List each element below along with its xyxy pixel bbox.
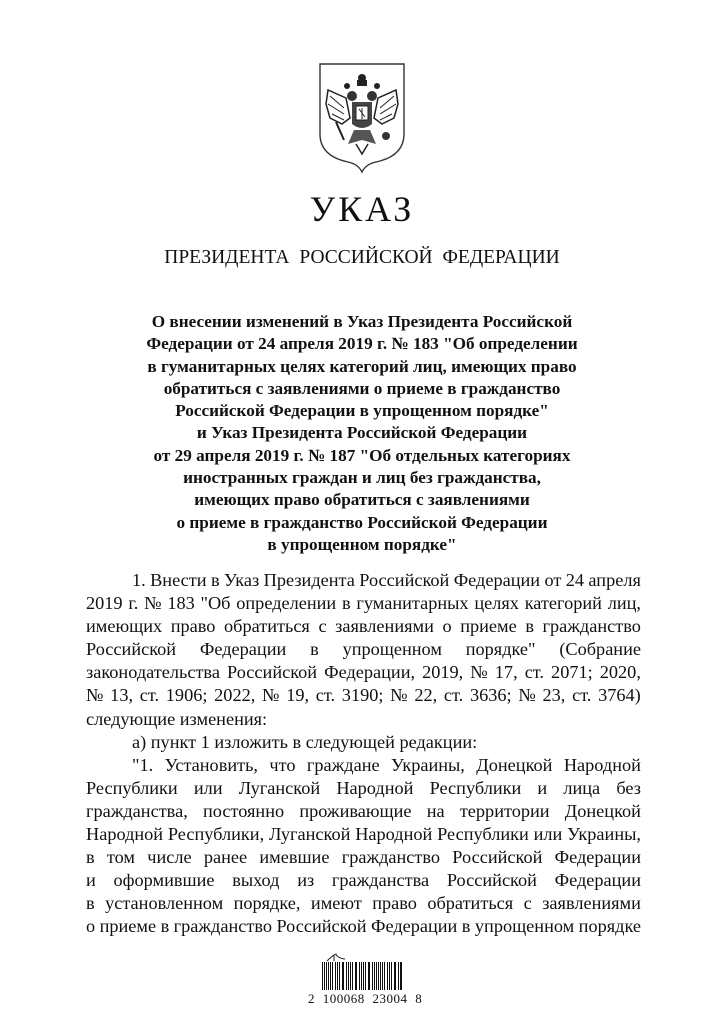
heading-line: имеющих право обратиться с заявлениями bbox=[194, 490, 530, 510]
barcode-bar bbox=[332, 962, 333, 990]
barcode-bar bbox=[322, 962, 323, 990]
barcode-bar bbox=[401, 962, 402, 990]
heading-line: в упрощенном порядке" bbox=[267, 534, 457, 554]
heading-line: и Указ Президента Российской Федерации bbox=[196, 423, 528, 443]
body-line: в установленном порядке, имеют право обратиться с заявлениями bbox=[86, 893, 641, 914]
barcode-bar bbox=[365, 962, 366, 990]
russian-coat-of-arms-icon bbox=[316, 62, 408, 174]
body-line: следующие изменения: bbox=[86, 708, 268, 729]
body-line: 2019 г. № 183 "Об определении в гуманитарных целях категорий лиц, bbox=[86, 593, 641, 614]
barcode-icon bbox=[322, 962, 404, 990]
barcode-number: 2 100068 23004 8 bbox=[308, 991, 423, 1006]
heading-line: обратиться с заявлениями о приеме в гражданство bbox=[163, 378, 561, 398]
barcode-bar bbox=[395, 962, 396, 990]
body-line: имеющих право обратиться с заявлениями о приеме в гражданство bbox=[86, 616, 641, 637]
document-body bbox=[86, 569, 641, 939]
barcode-bar bbox=[342, 962, 343, 990]
heading-line: иностранных граждан и лиц без гражданства, bbox=[183, 468, 541, 488]
body-line: "1. Установить, что граждане Украины, Донецкой Народной bbox=[132, 754, 641, 775]
heading-line: Федерации от 24 апреля 2019 г. № 183 "Об определении bbox=[146, 334, 578, 354]
body-line: а) пункт 1 изложить в следующей редакции: bbox=[132, 731, 478, 752]
barcode-bar bbox=[380, 962, 381, 990]
heading-line: О внесении изменений в Указ Президента Российской bbox=[151, 312, 573, 331]
body-line: о приеме в гражданство Российской Федерации в упрощенном порядке bbox=[86, 916, 641, 937]
body-line: Республики или Луганской Народной Республики и лица без bbox=[86, 777, 641, 798]
heading-line: о приеме в гражданство Российской Федерации bbox=[176, 512, 548, 532]
document-subtitle: ПРЕЗИДЕНТА РОССИЙСКОЙ ФЕДЕРАЦИИ bbox=[164, 247, 560, 268]
document-heading bbox=[100, 311, 624, 556]
barcode-bar bbox=[339, 962, 340, 990]
body-line: и оформившие выход из гражданства Российской Федерации bbox=[86, 870, 641, 891]
body-line: № 13, ст. 1906; 2022, № 19, ст. 3190; № 22, ст. 3636; № 23, ст. 3764) bbox=[86, 685, 641, 706]
heading-line: Российской Федерации в упрощенном порядке" bbox=[175, 401, 549, 421]
barcode-bar bbox=[374, 962, 375, 990]
document-title: УКАЗ bbox=[309, 189, 415, 229]
barcode-bar bbox=[359, 962, 360, 990]
heading-line: в гуманитарных целях категорий лиц, имеющих право bbox=[147, 356, 577, 376]
barcode-bar bbox=[368, 962, 369, 990]
body-line: в том числе ранее имевшие гражданство Российской Федерации bbox=[86, 847, 641, 868]
barcode-bar bbox=[389, 962, 390, 990]
heading-line: от 29 апреля 2019 г. № 187 "Об отдельных категориях bbox=[153, 445, 571, 465]
body-line: Российской Федерации в упрощенном порядке" (Собрание bbox=[86, 639, 641, 660]
barcode-bar bbox=[384, 962, 385, 990]
barcode-bar bbox=[328, 962, 329, 990]
body-line: законодательства Российской Федерации, 2019, № 17, ст. 2071; 2020, bbox=[86, 662, 641, 683]
body-line: 1. Внести в Указ Президента Российской Федерации от 24 апреля bbox=[132, 570, 641, 590]
barcode-bar bbox=[352, 962, 353, 990]
body-line: гражданства, постоянно проживающие на территории Донецкой bbox=[86, 800, 641, 821]
body-line: Народной Республики, Луганской Народной Республики или Украины, bbox=[86, 824, 641, 845]
barcode-bar bbox=[348, 962, 349, 990]
